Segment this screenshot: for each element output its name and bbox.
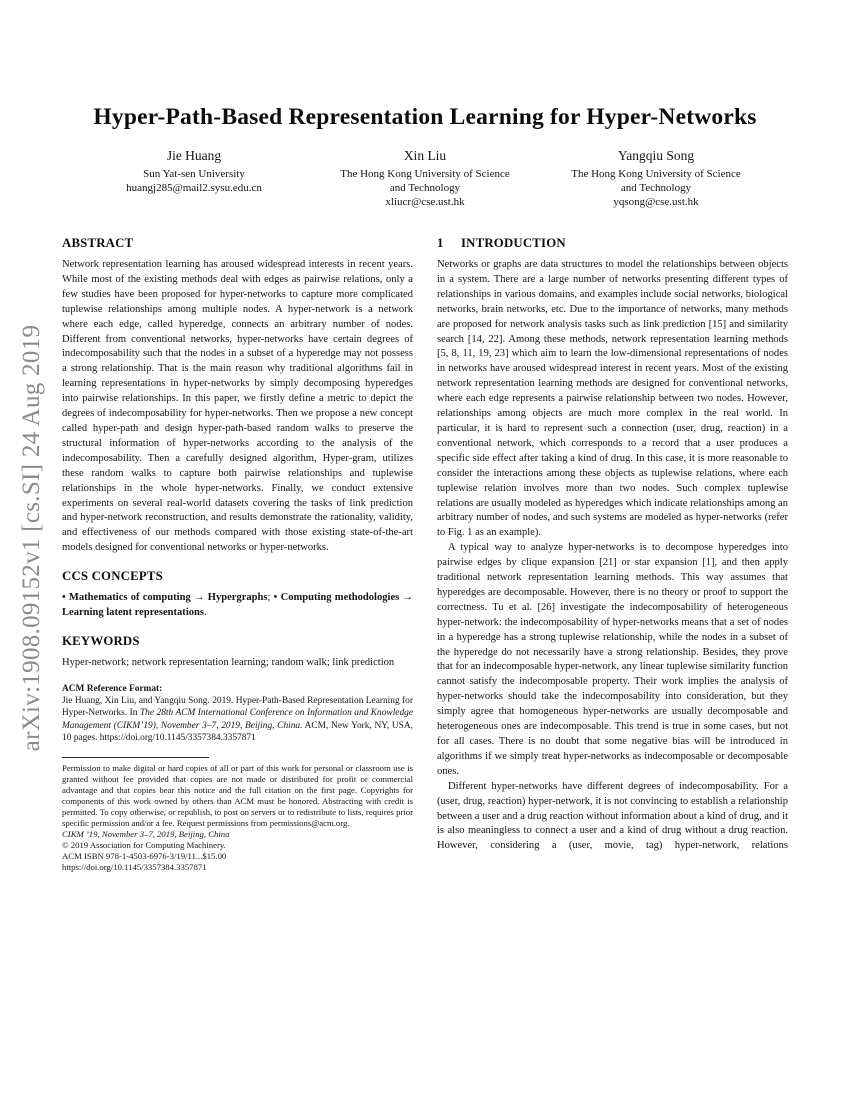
keywords-heading: KEYWORDS: [62, 633, 140, 648]
author-affiliation: The Hong Kong University of Science: [571, 168, 741, 180]
ccs-separator: ;: [267, 592, 274, 604]
intro-paragraph-3: Different hyper-networks have different degrees of indecomposability. For a (user, drug, reaction) hyper-network, it is not convincing to establish a relationship between a user and a drug reaction without information about a kind of drug, and it is also meaningless to connect a user and a kind of drug without a drug reaction. However, considering a (user, movie, tag) hyper-network, relations: [437, 780, 788, 852]
ccs-period: .: [204, 607, 207, 619]
acm-ref-venue: The 28th ACM International Conference on Information and Knowledge Management (CIKM’19), November 3–7, 2019, Beijing, China.: [62, 708, 413, 731]
section-number: 1: [437, 236, 444, 250]
author-1: [79, 148, 310, 209]
right-column: [437, 236, 788, 873]
acm-ref-plain: Jie Huang, Xin Liu, and Yangqiu Song. 2019. Hyper-Path-Based Representation Learning for Hyper-Networks. In: [62, 695, 413, 719]
ccs-bullet: •: [62, 592, 69, 604]
paper-title: Hyper-Path-Based Representation Learning for Hyper-Networks: [93, 104, 757, 130]
section-title: INTRODUCTION: [461, 236, 566, 250]
author-email: huangj285@mail2.sysu.edu.cn: [126, 181, 262, 194]
author-name: Yangqiu Song: [617, 148, 695, 163]
author-name: Jie Huang: [166, 148, 222, 163]
keywords-section: [62, 634, 413, 671]
author-2: [310, 148, 541, 209]
keywords-text: Hyper-network; network representation learning; random walk; link prediction: [62, 656, 395, 668]
abstract-text: Network representation learning has aroused widespread interests in recent years. While most of the existing methods deal with edges as pairwise relations, only a few studies have been proposed for hyper-networks to capture more complicated tuplewise relationships among multiple nodes. A hyper-network is a network where each edge, called hyperedge, connects an arbitrary number of nodes. Different from conventional networks, hyper-networks have certain degrees of indecomposability such that the nodes in a subset of a hyperedge may not possess a strong relationship. That is the main reason why traditional algorithms fail in learning representations in hyper-networks by simply decomposing hyperedges into pairwise relationships. In this paper, we firstly define a metric to depict the degrees of indecomposability for hyper-networks. Then we propose a new concept called hyper-path and design hyper-path-based random walks to preserve the structural information of hyper-networks according to the analysis of the indecomposability. Then a carefully designed algorithm, Hyper-gram, utilizes these random walks to capture both pairwise relationships and tuplewise relationships in the whole hyper-networks. Finally, we conduct extensive experiments on several real-world datasets covering the tasks of link prediction and hyper-network reconstruction, and results demonstrate the rationality, validity, and effectiveness of our methods compared with those existing state-of-the-art models designed for conventional networks or hyper-networks.: [62, 259, 413, 554]
paper-header: [0, 0, 850, 209]
doi-link[interactable]: https://doi.org/10.1145/3357384.3357871: [99, 733, 256, 744]
acm-reference-text: [62, 695, 413, 745]
isbn-line: ACM ISBN 978-1-4503-6976-3/19/11...$15.00: [62, 851, 227, 862]
doi-link[interactable]: https://doi.org/10.1145/3357384.3357871: [62, 862, 207, 873]
two-column-body: [62, 236, 788, 873]
conference-venue: CIKM ’19, November 3–7, 2019, Beijing, China: [62, 829, 230, 840]
footnote-divider: [62, 757, 209, 758]
ccs-leaf: Hypergraphs: [207, 592, 268, 604]
left-column: [62, 236, 413, 873]
author-name: Xin Liu: [403, 148, 447, 163]
ccs-section: [62, 569, 413, 621]
ccs-concept: Computing methodologies: [280, 592, 400, 604]
ccs-bullet: •: [273, 592, 281, 604]
author-email: xliucr@cse.ust.hk: [385, 195, 465, 208]
acm-reference-section: [62, 684, 413, 745]
author-3: [541, 148, 772, 209]
introduction-heading: [437, 236, 788, 251]
arxiv-watermark: arXiv:1908.09152v1 [cs.SI] 24 Aug 2019: [18, 324, 45, 752]
author-affiliation: and Technology: [389, 181, 461, 194]
ccs-leaf: Learning latent representations: [62, 607, 204, 619]
ccs-text: [62, 591, 413, 621]
author-affiliation: and Technology: [620, 181, 692, 194]
ccs-arrow-icon: →: [399, 592, 413, 604]
abstract-heading: ABSTRACT: [62, 236, 134, 250]
footnote-block: [62, 757, 413, 873]
author-email: yqsong@cse.ust.hk: [613, 195, 699, 208]
copyright-notice: © 2019 Association for Computing Machinery.: [62, 840, 226, 851]
author-block: [0, 148, 850, 209]
intro-paragraph-1: Networks or graphs are data structures to model the relationships between objects in a system. There are a large number of networks presenting different types of relationships in various domains, and examples include social networks, biological networks, brain networks, etc. Due to the importance of networks, many methods are proposed for network analysis tasks such as link prediction [15] and similarity search [14, 22]. Among these methods, network representation learning methods [5, 8, 11, 19, 23] which aim to learn the low-dimensional representations of nodes in networks have aroused widespread interest in recent years. Most of the existing network representation learning methods are designed for conventional networks, where each edge represents a pairwise relationship between two nodes. However, relationships among objects are much more complex in the real world. In particular, it is hard to represent such a connection (user, drug, reaction) in a conventional network, which corresponds to a record that a user produces a specific side effect after taking a kind of drug. In this case, it is more reasonable to consider the interactions among these objects as tuplewise relations, where each tuplewise relation involves more than two nodes. Such complex tuplewise relations are usually modeled as hyperedges which indicate relationships among an arbitrary number of nodes, and such systems are modeled as hyper-networks (refer to Fig. 1 as an example).: [437, 259, 788, 539]
acm-reference-label: ACM Reference Format:: [62, 683, 163, 694]
acm-ref-plain: ACM, New York, NY, USA, 10 pages.: [62, 720, 413, 744]
ccs-heading: CCS CONCEPTS: [62, 569, 163, 584]
ccs-arrow-icon: →: [190, 592, 208, 604]
permission-text: Permission to make digital or hard copies of all or part of this work for personal or classroom use is granted without fee provided that copies are not made or distributed for profit or commercial advantage and that copies bear this notice and the full citation on the first page. Copyrights for components of this work owned by others than ACM must be honored. Abstracting with credit is permitted. To copy otherwise, or republish, to post on servers or to redistribute to lists, requires prior specific permission and/or a fee. Request permissions from permissions@acm.org.: [62, 763, 413, 829]
author-affiliation: Sun Yat-sen University: [143, 168, 245, 180]
ccs-concept: Mathematics of computing: [68, 592, 191, 604]
intro-paragraph-2: A typical way to analyze hyper-networks is to decompose hyperedges into pairwise edges by clique expansion [21] or star expansion [1], and then apply traditional network representation learning methods. This way assumes that hyperedges are decomposable. However, there is no theory or proof to support the correctness. Tu et al. [26] investigate the indecomposability of heterogeneous hyper-network: the indecomposability of hyper-networks means that a set of nodes in a hyperedge has a strong tuplewise relationship, while the nodes in a subset of the hyperedge do not necessarily have a strong relationship. Besides, they prove that for an indecomposable hyper-network, any linear tuplewise similarity function cannot satisfy the indecomposable property. Their work implies the analysis of hyper-networks should take the indecomposability into consideration, but they simply agree that homogeneous hyper-networks are usually decomposable and heterogeneous ones are indecomposable. This trend is true in some cases, but not for all cases. There is no doubt that some negative bias will be introduced in algorithms if we simply treat hyper-networks as indecomposable or decomposable ones.: [437, 542, 788, 777]
introduction-section: [437, 236, 788, 854]
abstract-section: [62, 236, 413, 556]
author-affiliation: The Hong Kong University of Science: [340, 168, 510, 180]
